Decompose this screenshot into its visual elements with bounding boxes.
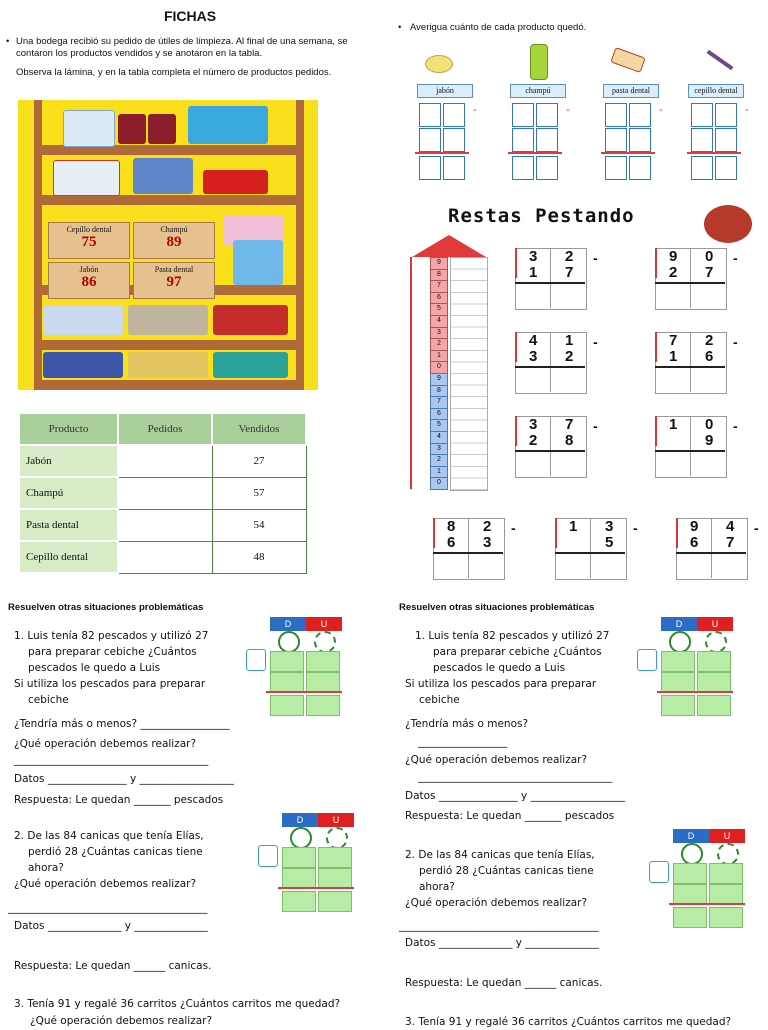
digit-top: 1 bbox=[569, 518, 578, 535]
minus-sign: - bbox=[633, 520, 638, 536]
digit-box[interactable] bbox=[536, 128, 558, 152]
digit-bottom: 8 bbox=[565, 432, 574, 449]
table-row: Champú 57 bbox=[19, 477, 306, 509]
number-ladder bbox=[430, 257, 448, 489]
col-producto: Producto bbox=[19, 413, 118, 445]
minus-sign: - bbox=[593, 250, 598, 266]
digit-box[interactable] bbox=[419, 128, 441, 152]
units-header: U bbox=[318, 813, 354, 827]
ten-circle-icon bbox=[669, 631, 691, 653]
place-value-grid bbox=[268, 617, 348, 727]
digit-box[interactable] bbox=[605, 128, 627, 152]
subtraction-exercise bbox=[676, 518, 759, 580]
digit-box[interactable] bbox=[605, 156, 627, 180]
digit-box[interactable] bbox=[536, 103, 558, 127]
ladder-step: 9 bbox=[430, 257, 448, 270]
bullet-dot: • bbox=[6, 36, 10, 47]
digit-box[interactable] bbox=[443, 128, 465, 152]
question-operation: ¿Qué operación debemos realizar? bbox=[14, 738, 197, 750]
minus-sign: - bbox=[754, 520, 759, 536]
digit-box[interactable] bbox=[512, 128, 534, 152]
box-champu: Champú 89 bbox=[133, 222, 215, 259]
digit-bottom: 5 bbox=[605, 534, 614, 551]
subtraction-line bbox=[687, 152, 741, 154]
subtraction-exercise bbox=[655, 248, 738, 310]
box-cepillo: Cepillo dental 75 bbox=[48, 222, 130, 259]
answer-line[interactable]: ______________________________________ bbox=[8, 902, 208, 914]
digit-bottom: 7 bbox=[726, 534, 735, 551]
ladder-step: 5 bbox=[430, 419, 448, 432]
digit-box[interactable] bbox=[512, 156, 534, 180]
digit-box[interactable] bbox=[536, 156, 558, 180]
digit-bottom: 1 bbox=[529, 264, 538, 281]
digit-top: 0 bbox=[705, 416, 714, 433]
ladder-roof bbox=[412, 235, 486, 257]
subtraction-exercise bbox=[655, 416, 738, 478]
ladder-step: 7 bbox=[430, 396, 448, 409]
ladder-step: 9 bbox=[430, 373, 448, 386]
soap-icon bbox=[425, 55, 453, 73]
intro-instruction: Observa la lámina, y en la tabla completa el número de productos pedidos. bbox=[16, 67, 332, 78]
digit-box[interactable] bbox=[419, 103, 441, 127]
pedidos-input[interactable] bbox=[118, 509, 212, 541]
digit-cell[interactable] bbox=[673, 884, 707, 905]
digit-top: 2 bbox=[483, 518, 492, 535]
table-row: Jabón 27 bbox=[19, 445, 306, 477]
digit-cell[interactable] bbox=[318, 868, 352, 889]
problem-2-right: 2. De las 84 canicas que tenía Elías, perdió 28 ¿Cuántas canicas tiene ahora? ¿Qué operación debemos realizar? bbox=[405, 849, 595, 909]
col-vendidos: Vendidos bbox=[212, 413, 306, 445]
label-cepillo: cepillo dental bbox=[688, 84, 744, 98]
digit-cell[interactable] bbox=[270, 672, 304, 693]
digit-top: 4 bbox=[726, 518, 735, 535]
digit-box[interactable] bbox=[605, 103, 627, 127]
ladder-step: 7 bbox=[430, 280, 448, 293]
digit-bottom: 9 bbox=[705, 432, 714, 449]
shop-illustration bbox=[18, 100, 318, 390]
problem-3-right: 3. Tenía 91 y regalé 36 carritos ¿Cuántos carritos me quedad? bbox=[405, 1016, 732, 1028]
ten-circle-icon bbox=[278, 631, 300, 653]
digit-top: 8 bbox=[447, 518, 456, 535]
minus-sign: - bbox=[733, 250, 738, 266]
subtraction-exercise bbox=[515, 332, 598, 394]
ladder-step: 3 bbox=[430, 327, 448, 340]
table-row: Pasta dental 54 bbox=[19, 509, 306, 541]
ten-circle-icon bbox=[290, 827, 312, 849]
ladder-step: 3 bbox=[430, 443, 448, 456]
digit-cell[interactable] bbox=[697, 651, 731, 672]
digit-cell[interactable] bbox=[661, 651, 695, 672]
digit-box[interactable] bbox=[715, 128, 737, 152]
digit-top: 2 bbox=[705, 332, 714, 349]
minus-sign: - bbox=[511, 520, 516, 536]
units-header: U bbox=[697, 617, 733, 631]
digit-top: 3 bbox=[605, 518, 614, 535]
minus-sign: - bbox=[659, 104, 663, 116]
problem-1-right: 1. Luis tenía 82 pescados y utilizó 27 para preparar cebiche ¿Cuántos pescados le quedo a Luis Si utiliza los pescados para preparar cebiche bbox=[405, 630, 610, 706]
teacher-avatar bbox=[704, 205, 752, 243]
dropdown-icon[interactable] bbox=[649, 861, 669, 883]
digit-cell[interactable] bbox=[661, 672, 695, 693]
unit-circle-icon bbox=[326, 827, 348, 849]
digit-bottom: 6 bbox=[690, 534, 699, 551]
problems-header-left: Resuelven otras situaciones problemáticas bbox=[8, 602, 204, 613]
datos-line[interactable]: Datos ______________ y ______________ bbox=[14, 920, 208, 932]
digit-top: 4 bbox=[529, 332, 538, 349]
pedidos-input[interactable] bbox=[118, 477, 212, 509]
subtraction-line bbox=[601, 152, 655, 154]
digit-cell[interactable] bbox=[306, 651, 340, 672]
digit-cell[interactable] bbox=[270, 651, 304, 672]
ladder-step: 6 bbox=[430, 408, 448, 421]
subtraction-line bbox=[278, 887, 354, 889]
minus-sign: - bbox=[566, 104, 570, 116]
digit-box[interactable] bbox=[419, 156, 441, 180]
digit-top: 7 bbox=[565, 416, 574, 433]
digit-top: 3 bbox=[529, 416, 538, 433]
digit-bottom: 1 bbox=[669, 348, 678, 365]
digit-box[interactable] bbox=[629, 156, 651, 180]
datos-line[interactable]: Datos _______________ y __________________ bbox=[405, 790, 626, 802]
ladder-step: 4 bbox=[430, 431, 448, 444]
digit-cell[interactable] bbox=[282, 847, 316, 868]
digit-box[interactable] bbox=[512, 103, 534, 127]
minus-sign: - bbox=[733, 334, 738, 350]
digit-box[interactable] bbox=[691, 103, 713, 127]
digit-cell[interactable] bbox=[306, 695, 340, 716]
unit-circle-icon bbox=[314, 631, 336, 653]
box-pasta: Pasta dental 97 bbox=[133, 262, 215, 299]
ladder-step: 2 bbox=[430, 454, 448, 467]
minus-sign: - bbox=[733, 418, 738, 434]
restas-title: Restas Pestando bbox=[448, 205, 635, 227]
response-line[interactable]: Respuesta: Le quedan ______ canicas. bbox=[405, 977, 603, 989]
subtraction-exercise bbox=[555, 518, 638, 580]
place-value-grid bbox=[659, 617, 739, 727]
subtraction-exercise bbox=[433, 518, 516, 580]
ten-circle-icon bbox=[681, 843, 703, 865]
ladder-step: 1 bbox=[430, 350, 448, 363]
question-more-less: ¿Tendría más o menos? bbox=[405, 718, 529, 730]
digit-top: 7 bbox=[669, 332, 678, 349]
question-more-less: ¿Tendría más o menos? _________________ bbox=[14, 718, 230, 730]
subtraction-line bbox=[657, 691, 733, 693]
response-line[interactable]: Respuesta: Le quedan _______ pescados bbox=[405, 810, 615, 822]
digit-bottom: 6 bbox=[447, 534, 456, 551]
shampoo-icon bbox=[530, 44, 548, 80]
minus-sign: - bbox=[745, 104, 749, 116]
digit-cell[interactable] bbox=[709, 907, 743, 928]
subtraction-line bbox=[266, 691, 342, 693]
digit-box[interactable] bbox=[691, 128, 713, 152]
sales-table bbox=[18, 412, 307, 574]
digit-cell[interactable] bbox=[318, 891, 352, 912]
toothbrush-icon bbox=[707, 50, 734, 70]
digit-cell[interactable] bbox=[282, 891, 316, 912]
digit-bottom: 6 bbox=[705, 348, 714, 365]
place-value-grid bbox=[280, 813, 360, 923]
tens-header: D bbox=[270, 617, 306, 631]
digit-box[interactable] bbox=[715, 103, 737, 127]
units-header: U bbox=[306, 617, 342, 631]
ladder-step: 2 bbox=[430, 338, 448, 351]
digit-top: 1 bbox=[669, 416, 678, 433]
table-row: Cepillo dental 48 bbox=[19, 541, 306, 573]
question-operation: ¿Qué operación debemos realizar? bbox=[30, 1015, 213, 1027]
units-header: U bbox=[709, 829, 745, 843]
intro-text: Una bodega recibió su pedido de útiles de limpieza. Al final de una semana, se contaron los productos vendidos y se anotaron en la tabla. bbox=[16, 36, 348, 59]
minus-sign: - bbox=[593, 334, 598, 350]
digit-cell[interactable] bbox=[270, 695, 304, 716]
digit-top: 3 bbox=[529, 248, 538, 265]
digit-bottom: 7 bbox=[705, 264, 714, 281]
minus-sign: - bbox=[473, 104, 477, 116]
digit-cell[interactable] bbox=[697, 672, 731, 693]
label-pasta: pasta dental bbox=[603, 84, 659, 98]
datos-line[interactable]: Datos ______________ y ______________ bbox=[405, 937, 599, 949]
page-title: FICHAS bbox=[163, 8, 217, 24]
digit-cell[interactable] bbox=[318, 847, 352, 868]
digit-box[interactable] bbox=[443, 103, 465, 127]
digit-bottom: 3 bbox=[529, 348, 538, 365]
subtraction-line bbox=[415, 152, 469, 154]
subtraction-exercise bbox=[515, 248, 598, 310]
toothpaste-icon bbox=[610, 47, 646, 73]
answer-line[interactable]: ______________________________________ bbox=[399, 920, 599, 932]
digit-top: 0 bbox=[705, 248, 714, 265]
place-value-grid bbox=[671, 829, 751, 939]
digit-box[interactable] bbox=[443, 156, 465, 180]
unit-circle-icon bbox=[705, 631, 727, 653]
response-line[interactable]: Respuesta: Le quedan ______ canicas. bbox=[14, 960, 212, 972]
digit-bottom: 2 bbox=[529, 432, 538, 449]
label-champu: champú bbox=[510, 84, 566, 98]
digit-box[interactable] bbox=[715, 156, 737, 180]
digit-cell[interactable] bbox=[709, 884, 743, 905]
pedidos-input[interactable] bbox=[118, 445, 212, 477]
digit-top: 9 bbox=[690, 518, 699, 535]
answer-line[interactable]: _____________________________________ bbox=[418, 771, 613, 783]
dropdown-icon[interactable] bbox=[637, 649, 657, 671]
digit-bottom: 3 bbox=[483, 534, 492, 551]
problems-header-right: Resuelven otras situaciones problemáticas bbox=[399, 602, 595, 613]
ladder-step: 8 bbox=[430, 269, 448, 282]
digit-top: 9 bbox=[669, 248, 678, 265]
subtraction-exercise bbox=[515, 416, 598, 478]
ladder-step: 8 bbox=[430, 385, 448, 398]
digit-bottom: 7 bbox=[565, 264, 574, 281]
box-jabon: Jabón 86 bbox=[48, 262, 130, 299]
ladder-step: 0 bbox=[430, 361, 448, 374]
right-task: Averigua cuánto de cada producto quedó. bbox=[410, 22, 587, 33]
answer-line[interactable]: _________________ bbox=[418, 736, 508, 748]
ladder-step: 6 bbox=[430, 292, 448, 305]
dropdown-icon[interactable] bbox=[246, 649, 266, 671]
dropdown-icon[interactable] bbox=[258, 845, 278, 867]
ladder-step: 0 bbox=[430, 477, 448, 490]
col-pedidos: Pedidos bbox=[118, 413, 212, 445]
digit-bottom: 2 bbox=[669, 264, 678, 281]
label-jabon: jabón bbox=[417, 84, 473, 98]
digit-cell[interactable] bbox=[306, 672, 340, 693]
digit-cell[interactable] bbox=[673, 907, 707, 928]
digit-cell[interactable] bbox=[709, 863, 743, 884]
question-operation: ¿Qué operación debemos realizar? bbox=[405, 754, 588, 766]
problem-1-left: 1. Luis tenía 82 pescados y utilizó 27 para preparar cebiche ¿Cuántos pescados le quedo a Luis Si utiliza los pescados para preparar cebiche bbox=[14, 630, 209, 706]
digit-cell[interactable] bbox=[661, 695, 695, 716]
subtraction-line bbox=[669, 903, 745, 905]
datos-line[interactable]: Datos _______________ y __________________ bbox=[14, 773, 235, 785]
unit-circle-icon bbox=[717, 843, 739, 865]
answer-line[interactable]: _____________________________________ bbox=[14, 754, 209, 766]
digit-box[interactable] bbox=[629, 103, 651, 127]
tens-header: D bbox=[282, 813, 318, 827]
tens-header: D bbox=[661, 617, 697, 631]
ladder-step: 5 bbox=[430, 303, 448, 316]
digit-bottom: 2 bbox=[565, 348, 574, 365]
minus-sign: - bbox=[593, 418, 598, 434]
digit-box[interactable] bbox=[691, 156, 713, 180]
pedidos-input[interactable] bbox=[118, 541, 212, 573]
digit-cell[interactable] bbox=[673, 863, 707, 884]
ladder-step: 4 bbox=[430, 315, 448, 328]
response-line[interactable]: Respuesta: Le quedan _______ pescados bbox=[14, 794, 224, 806]
digit-top: 2 bbox=[565, 248, 574, 265]
ladder-step: 1 bbox=[430, 466, 448, 479]
problem-2-left: 2. De las 84 canicas que tenía Elías, perdió 28 ¿Cuántas canicas tiene ahora? ¿Qué operación debemos realizar? bbox=[14, 830, 204, 890]
tens-header: D bbox=[673, 829, 709, 843]
digit-cell[interactable] bbox=[697, 695, 731, 716]
subtraction-exercise bbox=[655, 332, 738, 394]
digit-top: 1 bbox=[565, 332, 574, 349]
subtraction-line bbox=[508, 152, 562, 154]
problem-3-left: 3. Tenía 91 y regalé 36 carritos ¿Cuántos carritos me quedad? bbox=[14, 998, 341, 1010]
digit-box[interactable] bbox=[629, 128, 651, 152]
digit-cell[interactable] bbox=[282, 868, 316, 889]
